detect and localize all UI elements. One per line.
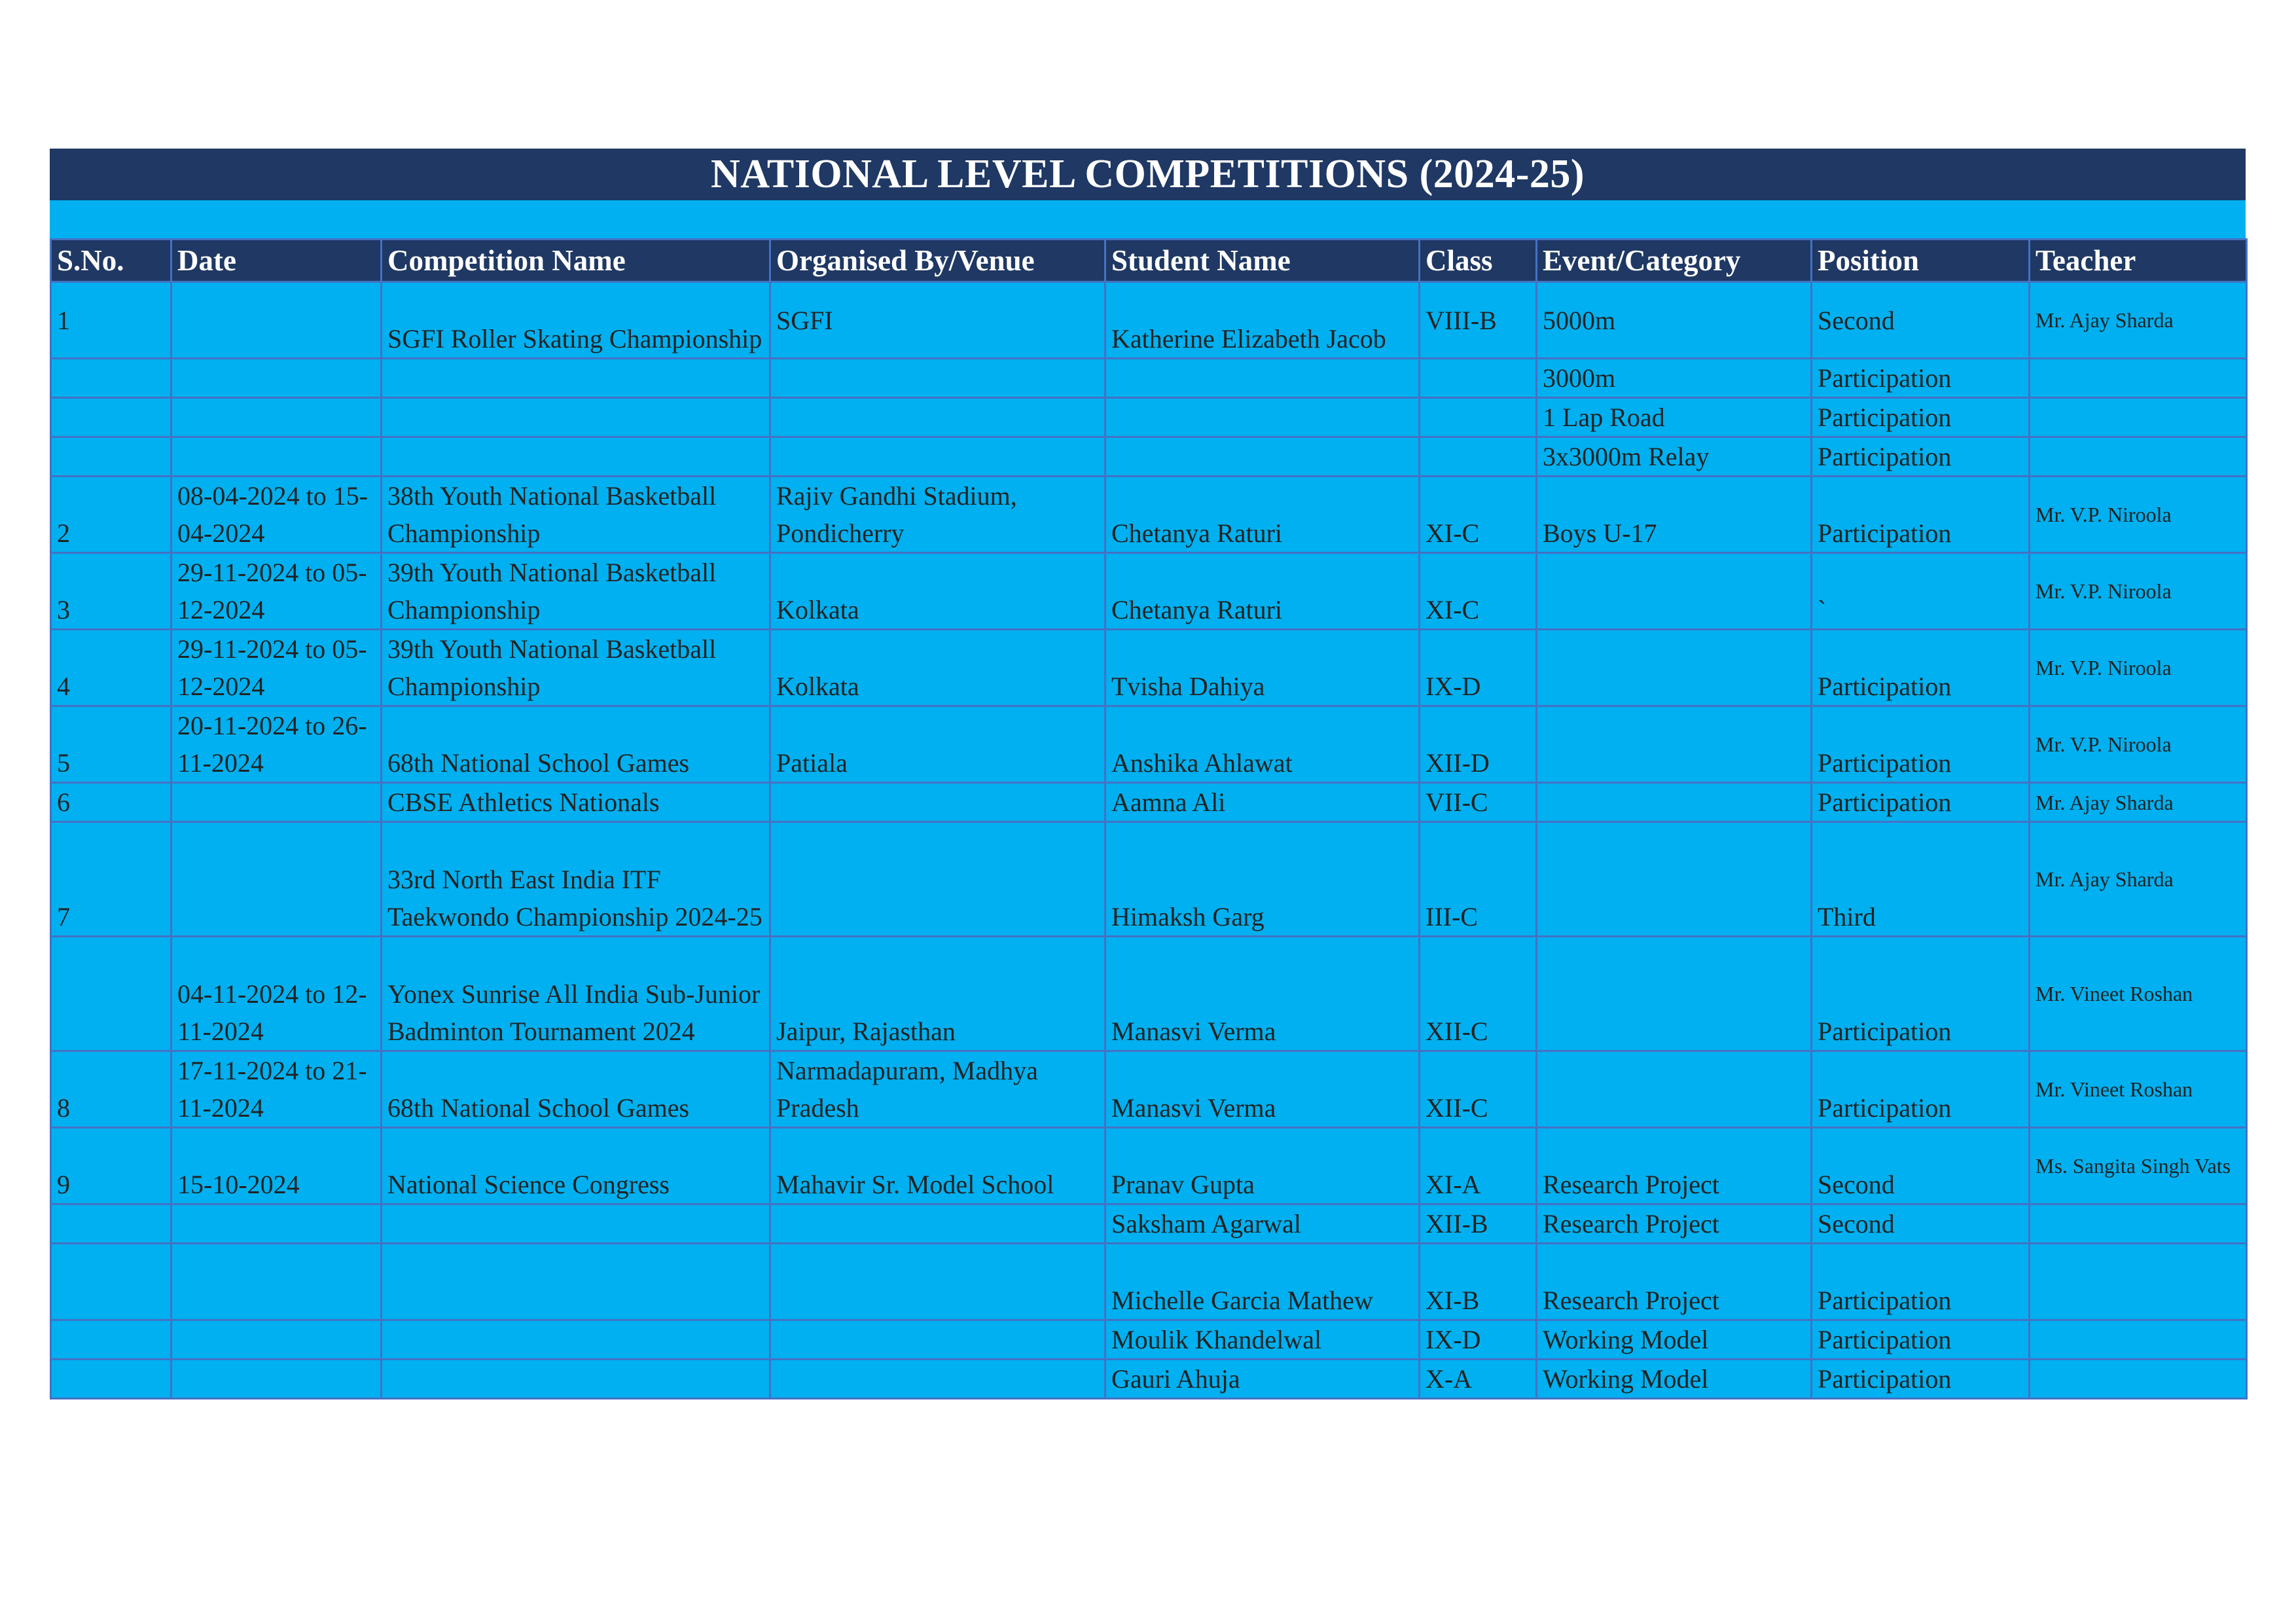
cell-class: IX-D — [1420, 630, 1537, 706]
col-header-sno: S.No. — [51, 240, 171, 282]
cell-sno: 4 — [51, 630, 171, 706]
cell-class: VII-C — [1420, 783, 1537, 822]
cell-sno — [51, 1320, 171, 1360]
cell-venue — [770, 1204, 1105, 1244]
table-row — [51, 706, 2247, 783]
cell-venue: Kolkata — [770, 553, 1105, 630]
cell-class: XI-B — [1420, 1244, 1537, 1320]
cell-class: XI-A — [1420, 1128, 1537, 1204]
table-row — [51, 1204, 2247, 1244]
cell-venue — [770, 1360, 1105, 1399]
cell-position: Second — [1812, 1204, 2030, 1244]
cell-sno: 1 — [51, 282, 171, 359]
cell-teacher — [2030, 398, 2247, 437]
cell-class — [1420, 437, 1537, 477]
cell-position: Second — [1812, 282, 2030, 359]
table-row — [51, 783, 2247, 822]
table-row — [51, 437, 2247, 477]
cell-competition: 68th National School Games — [382, 1051, 770, 1128]
cell-student — [1105, 398, 1420, 437]
cell-position: Participation — [1812, 783, 2030, 822]
cell-sno: 3 — [51, 553, 171, 630]
cell-student — [1105, 437, 1420, 477]
cell-position: Participation — [1812, 1320, 2030, 1360]
cell-date: 08-04-2024 to 15-04-2024 — [171, 477, 382, 553]
cell-competition: National Science Congress — [382, 1128, 770, 1204]
cell-class: XI-C — [1420, 477, 1537, 553]
cell-venue: Narmadapuram, Madhya Pradesh — [770, 1051, 1105, 1128]
cell-competition: Yonex Sunrise All India Sub-Junior Badminton Tournament 2024 — [382, 937, 770, 1051]
cell-teacher: Mr. Vineet Roshan — [2030, 937, 2247, 1051]
cell-competition: 38th Youth National Basketball Championship — [382, 477, 770, 553]
cell-sno: 7 — [51, 822, 171, 937]
table-row — [51, 398, 2247, 437]
cell-student: Chetanya Raturi — [1105, 477, 1420, 553]
cell-sno: 2 — [51, 477, 171, 553]
cell-teacher — [2030, 1320, 2247, 1360]
cell-teacher: Mr. V.P. Niroola — [2030, 630, 2247, 706]
cell-date — [171, 1320, 382, 1360]
cell-event — [1537, 630, 1812, 706]
header-row — [51, 240, 2247, 282]
cell-teacher: Mr. Ajay Sharda — [2030, 783, 2247, 822]
table-row — [51, 937, 2247, 1051]
cell-competition: CBSE Athletics Nationals — [382, 783, 770, 822]
cell-event — [1537, 783, 1812, 822]
cell-position: Participation — [1812, 630, 2030, 706]
cell-event — [1537, 937, 1812, 1051]
cell-class: XII-C — [1420, 937, 1537, 1051]
cell-student: Michelle Garcia Mathew — [1105, 1244, 1420, 1320]
cell-position: Participation — [1812, 1051, 2030, 1128]
table-body — [51, 282, 2247, 1399]
cell-competition: 68th National School Games — [382, 706, 770, 783]
cell-venue: Jaipur, Rajasthan — [770, 937, 1105, 1051]
cell-venue — [770, 398, 1105, 437]
cell-competition — [382, 1244, 770, 1320]
cell-venue: SGFI — [770, 282, 1105, 359]
cell-class: IX-D — [1420, 1320, 1537, 1360]
cell-date: 29-11-2024 to 05-12-2024 — [171, 630, 382, 706]
col-header-class: Class — [1420, 240, 1537, 282]
cell-student: Aamna Ali — [1105, 783, 1420, 822]
cell-sno — [51, 1204, 171, 1244]
table-row — [51, 282, 2247, 359]
cell-position: Participation — [1812, 1244, 2030, 1320]
cell-position: Second — [1812, 1128, 2030, 1204]
cell-event: Working Model — [1537, 1360, 1812, 1399]
cell-teacher — [2030, 359, 2247, 398]
cell-class: XII-D — [1420, 706, 1537, 783]
cell-event — [1537, 822, 1812, 937]
cell-event — [1537, 706, 1812, 783]
cell-event: 5000m — [1537, 282, 1812, 359]
table-row — [51, 1320, 2247, 1360]
cell-competition: 39th Youth National Basketball Championship — [382, 630, 770, 706]
table-row — [51, 1360, 2247, 1399]
cell-date: 15-10-2024 — [171, 1128, 382, 1204]
table-row — [51, 553, 2247, 630]
cell-venue: Rajiv Gandhi Stadium, Pondicherry — [770, 477, 1105, 553]
cell-class: XI-C — [1420, 553, 1537, 630]
cell-student: Pranav Gupta — [1105, 1128, 1420, 1204]
cell-venue — [770, 437, 1105, 477]
cell-student: Moulik Khandelwal — [1105, 1320, 1420, 1360]
cell-class: VIII-B — [1420, 282, 1537, 359]
cell-position: Third — [1812, 822, 2030, 937]
cell-teacher: Mr. V.P. Niroola — [2030, 553, 2247, 630]
cell-date — [171, 1244, 382, 1320]
col-header-date: Date — [171, 240, 382, 282]
cell-student: Anshika Ahlawat — [1105, 706, 1420, 783]
cell-student: Tvisha Dahiya — [1105, 630, 1420, 706]
cell-teacher: Mr. V.P. Niroola — [2030, 477, 2247, 553]
cell-teacher: Mr. Ajay Sharda — [2030, 282, 2247, 359]
cell-date: 29-11-2024 to 05-12-2024 — [171, 553, 382, 630]
col-header-student: Student Name — [1105, 240, 1420, 282]
competitions-sheet — [50, 149, 2246, 1399]
cell-student: Manasvi Verma — [1105, 1051, 1420, 1128]
cell-event: Research Project — [1537, 1204, 1812, 1244]
cell-position: Participation — [1812, 359, 2030, 398]
cell-event: Working Model — [1537, 1320, 1812, 1360]
table-row — [51, 1051, 2247, 1128]
cell-event: Research Project — [1537, 1128, 1812, 1204]
table-row — [51, 630, 2247, 706]
cell-date — [171, 437, 382, 477]
col-header-teacher: Teacher — [2030, 240, 2247, 282]
competitions-table — [50, 238, 2248, 1399]
cell-student: Manasvi Verma — [1105, 937, 1420, 1051]
cell-sno — [51, 398, 171, 437]
cell-sno — [51, 437, 171, 477]
cell-competition — [382, 1360, 770, 1399]
cell-class: XII-B — [1420, 1204, 1537, 1244]
cell-position: Participation — [1812, 437, 2030, 477]
cell-competition — [382, 437, 770, 477]
table-row — [51, 359, 2247, 398]
cell-venue: Kolkata — [770, 630, 1105, 706]
cell-competition — [382, 359, 770, 398]
table-row — [51, 822, 2247, 937]
cell-date — [171, 282, 382, 359]
cell-sno: 8 — [51, 1051, 171, 1128]
cell-teacher — [2030, 1360, 2247, 1399]
cell-sno — [51, 1360, 171, 1399]
cell-date — [171, 1360, 382, 1399]
cell-teacher: Ms. Sangita Singh Vats — [2030, 1128, 2247, 1204]
cell-venue — [770, 1244, 1105, 1320]
cell-position: Participation — [1812, 706, 2030, 783]
col-header-venue: Organised By/Venue — [770, 240, 1105, 282]
cell-competition: 33rd North East India ITF Taekwondo Championship 2024-25 — [382, 822, 770, 937]
cell-event: 3000m — [1537, 359, 1812, 398]
cell-date — [171, 783, 382, 822]
cell-class: III-C — [1420, 822, 1537, 937]
cell-date — [171, 1204, 382, 1244]
cell-competition — [382, 398, 770, 437]
cell-sno: 6 — [51, 783, 171, 822]
cell-date: 17-11-2024 to 21-11-2024 — [171, 1051, 382, 1128]
cell-teacher: Mr. Ajay Sharda — [2030, 822, 2247, 937]
cell-date — [171, 398, 382, 437]
cell-teacher: Mr. V.P. Niroola — [2030, 706, 2247, 783]
cell-position: ` — [1812, 553, 2030, 630]
cell-position: Participation — [1812, 937, 2030, 1051]
cell-position: Participation — [1812, 398, 2030, 437]
cell-sno: 9 — [51, 1128, 171, 1204]
cell-student: Chetanya Raturi — [1105, 553, 1420, 630]
cell-student — [1105, 359, 1420, 398]
cell-venue — [770, 359, 1105, 398]
cell-date — [171, 822, 382, 937]
cell-competition — [382, 1204, 770, 1244]
cell-sno — [51, 359, 171, 398]
cell-teacher — [2030, 437, 2247, 477]
cell-date: 20-11-2024 to 26-11-2024 — [171, 706, 382, 783]
cell-student: Saksham Agarwal — [1105, 1204, 1420, 1244]
cell-sno: 5 — [51, 706, 171, 783]
cell-event: 1 Lap Road — [1537, 398, 1812, 437]
cell-teacher — [2030, 1204, 2247, 1244]
cell-competition: SGFI Roller Skating Championship — [382, 282, 770, 359]
cell-class — [1420, 398, 1537, 437]
cell-event — [1537, 1051, 1812, 1128]
cell-competition — [382, 1320, 770, 1360]
col-header-position: Position — [1812, 240, 2030, 282]
cell-venue: Mahavir Sr. Model School — [770, 1128, 1105, 1204]
cell-event: Boys U-17 — [1537, 477, 1812, 553]
col-header-event: Event/Category — [1537, 240, 1812, 282]
cell-position: Participation — [1812, 477, 2030, 553]
cell-student: Katherine Elizabeth Jacob — [1105, 282, 1420, 359]
cell-student: Himaksh Garg — [1105, 822, 1420, 937]
cell-class: X-A — [1420, 1360, 1537, 1399]
table-row — [51, 1244, 2247, 1320]
title-spacer — [50, 200, 2246, 238]
table-row — [51, 477, 2247, 553]
cell-sno — [51, 937, 171, 1051]
cell-sno — [51, 1244, 171, 1320]
cell-event: Research Project — [1537, 1244, 1812, 1320]
cell-class: XII-C — [1420, 1051, 1537, 1128]
table-row — [51, 1128, 2247, 1204]
cell-teacher — [2030, 1244, 2247, 1320]
col-header-competition: Competition Name — [382, 240, 770, 282]
cell-date: 04-11-2024 to 12-11-2024 — [171, 937, 382, 1051]
cell-venue — [770, 783, 1105, 822]
cell-competition: 39th Youth National Basketball Championship — [382, 553, 770, 630]
cell-student: Gauri Ahuja — [1105, 1360, 1420, 1399]
cell-event — [1537, 553, 1812, 630]
cell-date — [171, 359, 382, 398]
cell-venue: Patiala — [770, 706, 1105, 783]
cell-event: 3x3000m Relay — [1537, 437, 1812, 477]
cell-venue — [770, 822, 1105, 937]
cell-teacher: Mr. Vineet Roshan — [2030, 1051, 2247, 1128]
cell-venue — [770, 1320, 1105, 1360]
cell-class — [1420, 359, 1537, 398]
cell-position: Participation — [1812, 1360, 2030, 1399]
sheet-title: NATIONAL LEVEL COMPETITIONS (2024-25) — [50, 149, 2246, 200]
